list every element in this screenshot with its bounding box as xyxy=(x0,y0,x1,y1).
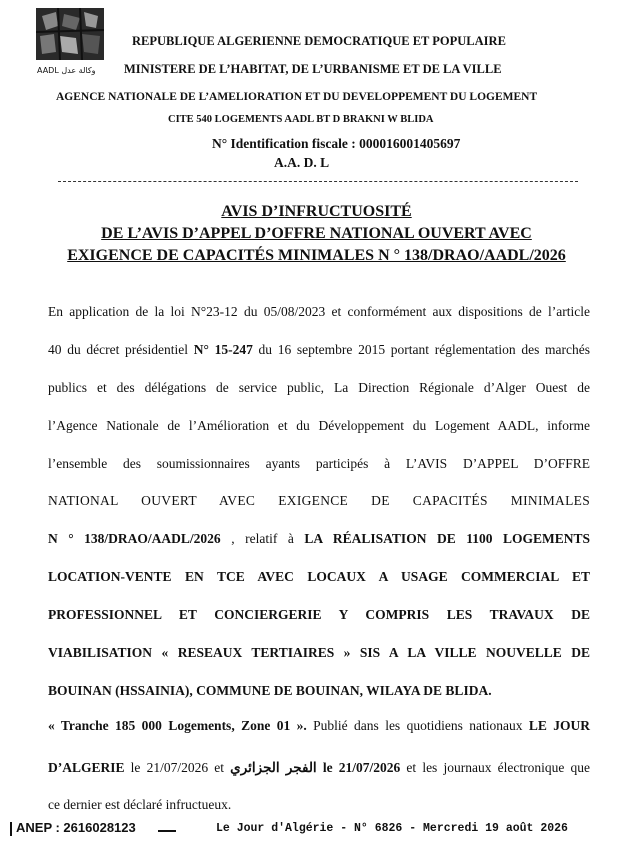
header-divider xyxy=(58,181,578,182)
notice-title-line2: DE L’AVIS D’APPEL D’OFFRE NATIONAL OUVERT AVEC xyxy=(101,225,532,242)
publication-date: 21/07/2026 xyxy=(338,760,401,775)
body-line-4: l’Agence Nationale de l’Amélioration et du Développement du Logement AADL, informe xyxy=(48,418,590,433)
arabic-newspaper-name: الفجر الجزائري xyxy=(230,760,317,775)
logo-mark-icon xyxy=(36,8,104,60)
body-line-1: En application de la loi N°23-12 du 05/08/2023 et conformément aux dispositions de l’article xyxy=(48,304,590,319)
body-line-12 xyxy=(48,718,590,734)
body-line-14: ce dernier est déclaré infructueux. xyxy=(48,797,232,812)
newspaper-name: D’ALGERIE xyxy=(48,760,125,775)
body-line-11: BOUINAN (HSSAINIA), COMMUNE DE BOUINAN, WILAYA DE BLIDA. xyxy=(48,683,492,698)
notice-title-line1: AVIS D’INFRUCTUOSITÉ xyxy=(221,203,412,220)
body-text: le 21/07/2026 et xyxy=(130,760,224,775)
body-line-2 xyxy=(48,342,590,358)
publication-info: Le Jour d'Algérie - N° 6826 - Mercredi 19 août 2026 xyxy=(216,822,568,835)
aadl-logo xyxy=(36,8,104,60)
footer-dash xyxy=(158,830,176,832)
agency-acronym: A.A. D. L xyxy=(274,155,330,170)
ministry-heading: MINISTERE DE L’HABITAT, DE L’URBANISME ET DE LA VILLE xyxy=(124,62,502,76)
body-line-8: LOCATION-VENTE EN TCE AVEC LOCAUX A USAGE COMMERCIAL ET xyxy=(48,569,590,584)
body-text: 40 du décret présidentiel xyxy=(48,342,189,357)
body-text: , relatif à xyxy=(231,531,294,546)
footer-bracket xyxy=(10,822,12,836)
tranche-label: « Tranche 185 000 Logements, Zone 01 ». xyxy=(48,718,307,733)
body-line-7 xyxy=(48,531,590,547)
body-line-6: NATIONAL OUVERT AVEC EXIGENCE DE CAPACITÉS MINIMALES xyxy=(48,493,590,508)
body-line-5: l’ensemble des soumissionnaires ayants participés à L’AVIS D’APPEL D’OFFRE xyxy=(48,456,590,471)
agency-address: CITE 540 LOGEMENTS AADL BT D BRAKNI W BLIDA xyxy=(168,114,434,125)
republic-heading: REPUBLIQUE ALGERIENNE DEMOCRATIQUE ET POPULAIRE xyxy=(132,34,506,48)
body-line-13 xyxy=(48,760,590,776)
body-line-3: publics et des délégations de service public, La Direction Régionale d’Alger Ouest de xyxy=(48,380,590,395)
body-text: et les journaux électronique que xyxy=(406,760,590,775)
body-line-9: PROFESSIONNEL ET CONCIERGERIE Y COMPRIS LES TRAVAUX DE xyxy=(48,607,590,622)
logo-caption: AADL وكالة عدل xyxy=(37,66,96,75)
decree-number: N° 15-247 xyxy=(193,342,253,357)
fiscal-id: N° Identification fiscale : 000016001405697 xyxy=(212,136,461,151)
body-text: du 16 septembre 2015 portant réglementation des marchés xyxy=(258,342,591,357)
body-text: le xyxy=(322,760,333,775)
anep-reference: ANEP : 2616028123 xyxy=(16,820,136,835)
project-title: LA RÉALISATION DE 1100 LOGEMENTS xyxy=(304,531,591,546)
tender-reference: N ° 138/DRAO/AADL/2026 xyxy=(48,531,221,546)
newspaper-name: LE JOUR xyxy=(528,718,591,733)
body-line-10: VIABILISATION « RESEAUX TERTIAIRES » SIS A LA VILLE NOUVELLE DE xyxy=(48,645,590,660)
page-footer xyxy=(0,820,633,840)
notice-title-line3: EXIGENCE DE CAPACITÉS MINIMALES N ° 138/DRAO/AADL/2026 xyxy=(67,247,566,264)
agency-heading: AGENCE NATIONALE DE L’AMELIORATION ET DU DEVELOPPEMENT DU LOGEMENT xyxy=(56,91,538,103)
body-text: Publié dans les quotidiens nationaux xyxy=(313,718,523,733)
